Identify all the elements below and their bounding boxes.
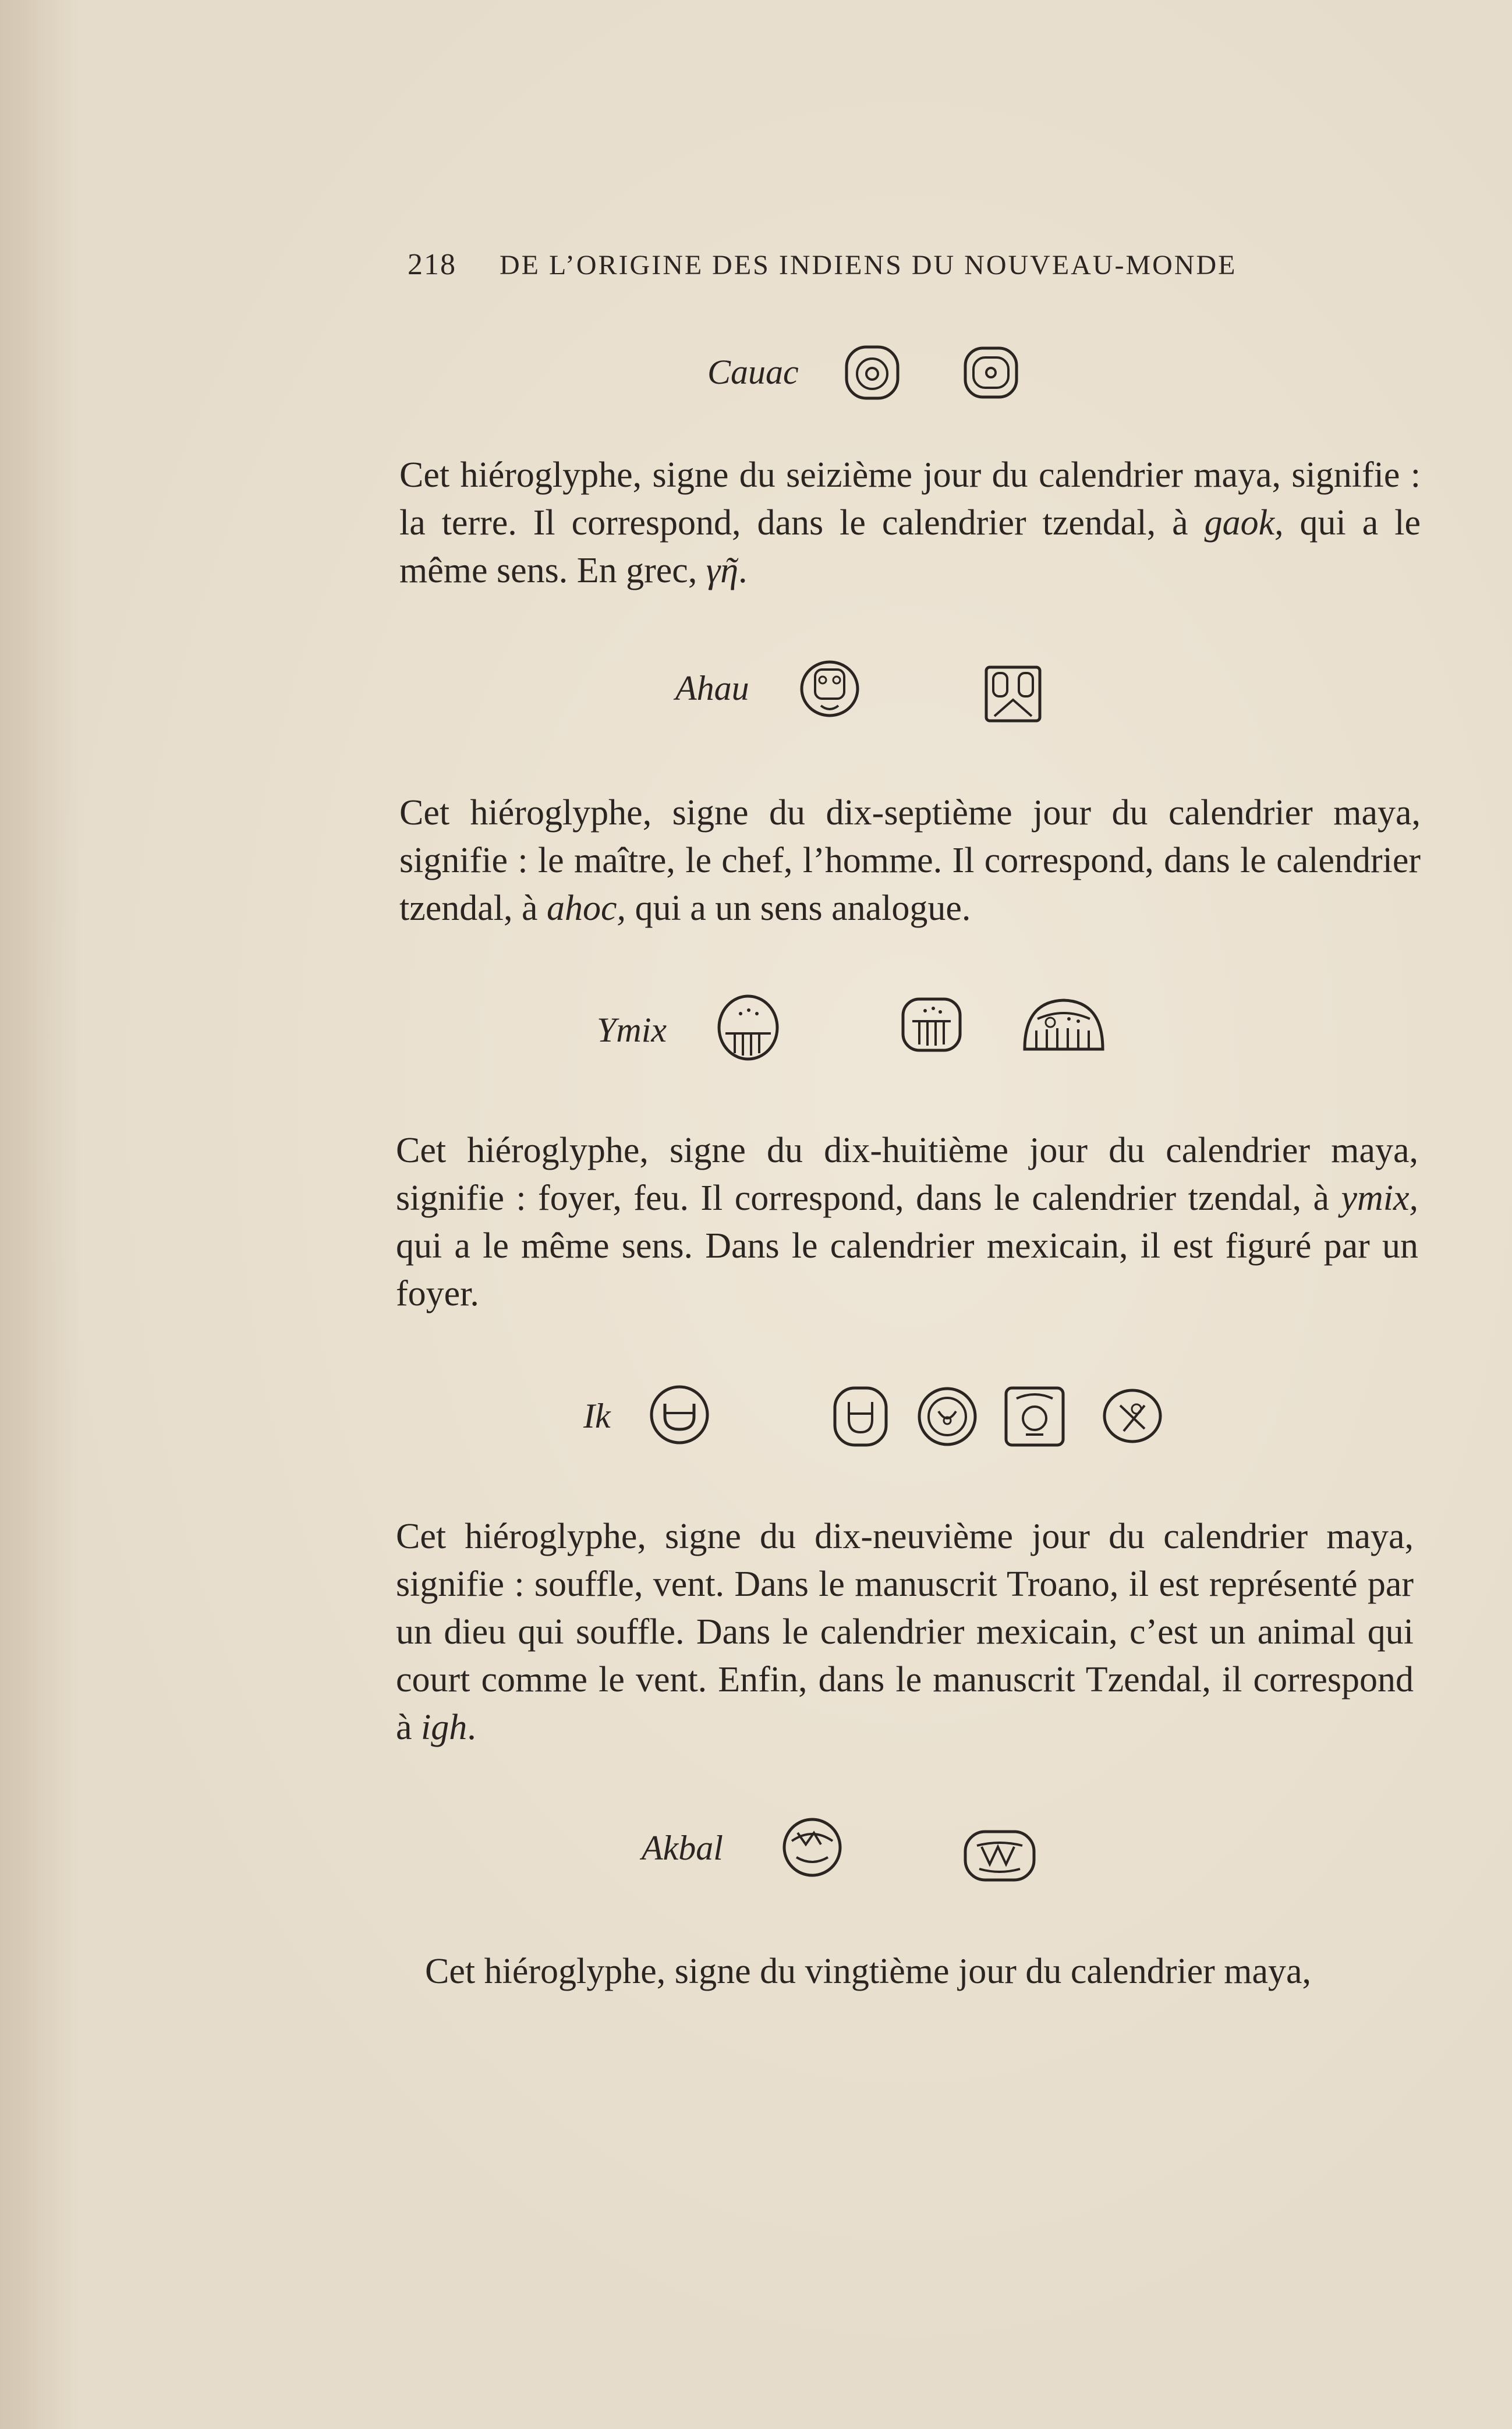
greek-word: γῆ (706, 551, 739, 590)
glyph-label-ik: Ik (583, 1397, 611, 1435)
ik-glyph-icon (831, 1385, 890, 1449)
akbal-glyph-icon (780, 1815, 844, 1879)
paragraph-ik: Cet hiéroglyphe, signe du dix-neuvième jour du calendrier maya, signifie : souffle, vent. Dans le manuscrit Troano, il est représenté par un dieu qui souffle. Dans le calendrier mexicain, c’est un animal qui court comme le vent. Enfin, dans le manuscrit Tzendal, il correspond à igh. (396, 1517, 1414, 1747)
cauac-glyph-icon (843, 344, 901, 402)
glyph-label-cauac: Cauac (707, 353, 799, 391)
paragraph-akbal: Cet hiéroglyphe, signe du vingtième jour du calendrier maya, (425, 1952, 1311, 1991)
running-title: DE L’ORIGINE DES INDIENS DU NOUVEAU-MONDE (500, 250, 1237, 281)
page-header (408, 247, 1281, 282)
glyph-label-ahau: Ahau (675, 669, 749, 707)
page-number: 218 (408, 248, 456, 281)
ymix-glyph-icon (715, 993, 782, 1063)
ahau-glyph-icon (798, 657, 862, 721)
glyph-label-akbal: Akbal (642, 1829, 723, 1867)
akbal-glyph-icon (962, 1828, 1037, 1883)
term-ymix: ymix, (1341, 1178, 1418, 1218)
ymix-glyph-icon (900, 996, 964, 1054)
term-gaok: gaok, (1204, 503, 1284, 543)
paragraph-cauac: Cet hiéroglyphe, signe du seizième jour du calendrier maya, signifie : la terre. Il correspond, dans le calendrier tzendal, à gaok, qui a le même sens. En grec, γῆ. (399, 455, 1421, 590)
ik-glyph-icon (915, 1385, 979, 1449)
paragraph-ymix: Cet hiéroglyphe, signe du dix-huitième jour du calendrier maya, signifie : foyer, feu. Il correspond, dans le calendrier tzendal, à ymix, qui a le même sens. Dans le calendrier mexicain, il est figuré par un foyer. (396, 1131, 1418, 1313)
term-ahoc: ahoc, (547, 888, 626, 928)
ik-glyph-icon (1100, 1386, 1164, 1447)
ahau-glyph-icon (983, 664, 1044, 725)
ymix-glyph-icon (1020, 996, 1107, 1054)
glyph-label-ymix: Ymix (597, 1011, 667, 1049)
cauac-glyph-icon (962, 344, 1020, 402)
term-igh: igh (421, 1708, 468, 1747)
paragraph-ahau: Cet hiéroglyphe, signe du dix-septième jour du calendrier maya, signifie : le maître, le chef, l’homme. Il correspond, dans le calendrier tzendal, à ahoc, qui a un sens analogue. (399, 793, 1421, 928)
ik-glyph-icon (1003, 1385, 1067, 1449)
ik-glyph-icon (647, 1383, 711, 1447)
